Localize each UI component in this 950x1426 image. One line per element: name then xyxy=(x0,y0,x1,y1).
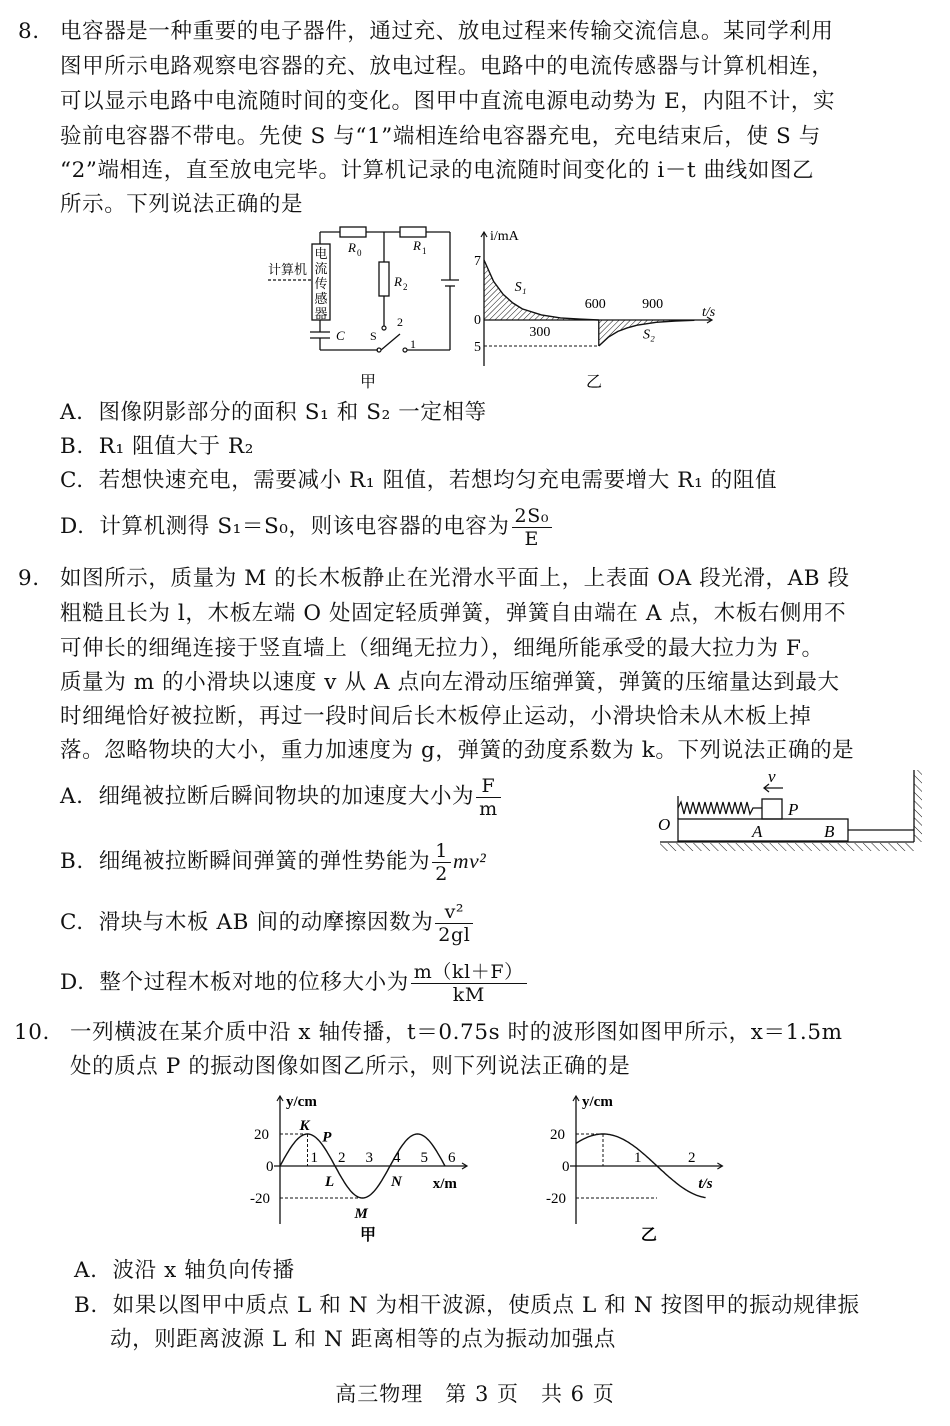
sensor-char: 流 xyxy=(314,261,328,276)
q9-option-b: B. 细绳被拉断瞬间弹簧的弹性势能为 $\frac{1}{2}$ mv² xyxy=(60,839,487,885)
tick-label-y: -20 xyxy=(250,1191,270,1207)
tick-label-y: 7 xyxy=(474,254,481,269)
fraction: $\frac{m(kl+F)}{kM}$ xyxy=(411,961,527,1006)
tick-label-x: 900 xyxy=(642,297,664,312)
annotation-s2: S₂ xyxy=(643,327,655,343)
tick-label-y: -20 xyxy=(546,1191,566,1207)
point-label-n: N xyxy=(391,1174,402,1190)
q8-it-chart xyxy=(468,222,728,392)
q8-number: 8. xyxy=(18,19,40,44)
point-label-p: P xyxy=(322,1129,332,1146)
long-board xyxy=(678,819,848,841)
x-axis-label: x/m xyxy=(432,1176,457,1192)
fraction: $\frac{F}{m}$ xyxy=(476,775,501,820)
q9-stem-line: 落。忽略物块的大小，重力加速度为 g，弹簧的劲度系数为 k。下列说法正确的是 xyxy=(60,738,855,763)
page-footer: 高三物理 第 3 页 共 6 页 xyxy=(335,1382,615,1406)
label-c: C xyxy=(336,328,345,343)
tick-label-x: 0 xyxy=(474,313,481,328)
q9-stem-line: 粗糙且长为 l，木板左端 O 处固定轻质弹簧，弹簧自由端在 A 点，木板右侧用不 xyxy=(60,601,847,626)
tick-label-y: 20 xyxy=(254,1127,269,1143)
q10-number: 10. xyxy=(14,1020,50,1045)
q8-option-b: B. R₁ 阻值大于 R₂ xyxy=(60,434,255,459)
label-r1: R xyxy=(413,238,421,253)
point-label-m: M xyxy=(354,1206,368,1222)
y-axis-label: y/cm xyxy=(286,1094,317,1110)
q9-option-d: D. 整个过程木板对地的位移大小为 $\frac{m(kl+F)}{kM}$ xyxy=(60,958,529,1008)
chart-title: 乙 xyxy=(640,1227,657,1244)
q10-wave-chart xyxy=(248,1086,516,1246)
tick-label-x: 300 xyxy=(529,325,551,340)
q9-stem-line: 质量为 m 的小滑块以速度 v 从 A 点向左滑动压缩弹簧，弹簧的压缩量达到最大 xyxy=(60,670,840,695)
label-p: P xyxy=(788,800,799,819)
q10-stem-line: 处的质点 P 的振动图像如图乙所示，则下列说法正确的是 xyxy=(70,1054,631,1079)
point-label-l: L xyxy=(325,1174,335,1190)
point-label-k: K xyxy=(299,1118,310,1134)
y-axis-label: i/mA xyxy=(490,229,519,244)
tick-label-x: 1 xyxy=(310,1150,318,1166)
annotation-s1: S₁ xyxy=(514,279,527,295)
q9-option-c: C. 滑块与木板 AB 间的动摩擦因数为 $\frac{\text{v²}}{2gl}$ xyxy=(60,898,475,948)
resistor-r1 xyxy=(400,227,426,237)
tick-label-y: 0 xyxy=(562,1159,570,1175)
tick-label-x: 4 xyxy=(393,1150,401,1166)
label-computer: 计算机 xyxy=(268,262,308,277)
caption-jia: 甲 xyxy=(359,374,377,391)
q8-stem-line: 验前电容器不带电。先使 S 与“1”端相连给电容器充电，充电结束后，使 S 与 xyxy=(60,124,821,149)
q10-vibration-chart xyxy=(546,1086,756,1246)
resistor-r2 xyxy=(379,262,389,296)
q10-option-a: A. 波沿 x 轴负向传播 xyxy=(74,1258,295,1283)
tick-label-y: 0 xyxy=(266,1159,274,1175)
q8-stem-line: 电容器是一种重要的电子器件，通过充、放电过程来传输交流信息。某同学利用 xyxy=(60,19,834,44)
fraction: $\frac{\text{v²}}{2gl}$ xyxy=(435,901,473,946)
label-terminal-2: 2 xyxy=(397,315,403,329)
sensor-char: 感 xyxy=(314,291,328,306)
tick-label-x: 6 xyxy=(448,1150,456,1166)
tick-label-x: 600 xyxy=(584,297,606,312)
label-s: S xyxy=(370,329,377,343)
label-o: O xyxy=(658,815,671,834)
label-r0-sub: 0 xyxy=(357,248,362,258)
fraction: $\frac{1}{2}$ xyxy=(432,840,451,885)
q8-stem-line: 可以显示电路中电流随时间的变化。图甲中直流电源电动势为 E，内阻不计，实 xyxy=(60,89,836,114)
sensor-char: 电 xyxy=(314,246,328,261)
q9-board-figure xyxy=(652,768,930,858)
block-p xyxy=(762,799,782,819)
tick-label-x: 1 xyxy=(634,1150,642,1166)
label-b: B xyxy=(824,822,835,841)
x-axis-label: t/s xyxy=(702,305,716,320)
q8-stem-line: “2”端相连，直至放电完毕。计算机记录的电流随时间变化的 i－t 曲线如图乙 xyxy=(60,158,815,183)
tick-label-x: 2 xyxy=(688,1150,696,1166)
q8-stem-line: 图甲所示电路观察电容器的充、放电过程。电路中的电流传感器与计算机相连， xyxy=(60,54,834,79)
q8-option-a: A. 图像阴影部分的面积 S₁ 和 S₂ 一定相等 xyxy=(60,400,487,425)
q10-option-b: B. 如果以图甲中质点 L 和 N 为相干波源，使质点 L 和 N 按图甲的振动规律振 xyxy=(74,1293,860,1318)
sensor-char: 传 xyxy=(314,276,328,291)
switch-s xyxy=(381,334,400,350)
sensor-char: 器 xyxy=(314,306,328,321)
label-r0: R xyxy=(348,240,356,255)
fraction: $\frac{\text{2S₀}}{E}$ xyxy=(512,505,553,550)
tick-label-x: 2 xyxy=(338,1150,346,1166)
label-r1-sub: 1 xyxy=(422,246,427,256)
label-a: A xyxy=(752,822,763,841)
area-s1 xyxy=(484,260,599,320)
tick-label-y: 5 xyxy=(474,340,481,355)
label-terminal-1: 1 xyxy=(410,337,416,351)
label-r2-sub: 2 xyxy=(403,282,408,292)
tick-label-x: 5 xyxy=(420,1150,428,1166)
spring xyxy=(678,802,762,814)
q9-option-a: A. 细绳被拉断后瞬间物块的加速度大小为 $\frac{F}{m}$ xyxy=(60,772,503,822)
q9-stem-line: 时细绳恰好被拉断，再过一段时间后长木板停止运动，小滑块恰未从木板上掉 xyxy=(60,704,812,729)
x-axis-label: t/s xyxy=(698,1176,713,1192)
q8-stem-line: 所示。下列说法正确的是 xyxy=(60,192,304,217)
q9-stem-line: 可伸长的细绳连接于竖直墙上（细绳无拉力），细绳所能承受的最大拉力为 F。 xyxy=(60,636,824,661)
label-v: v xyxy=(768,768,776,786)
y-axis-label: y/cm xyxy=(582,1094,613,1110)
q10-stem-line: 一列横波在某介质中沿 x 轴传播，t＝0.75s 时的波形图如图甲所示，x＝1.5m xyxy=(70,1020,843,1045)
tick-label-x: 3 xyxy=(365,1150,373,1166)
q10-option-b-cont: 动，则距离波源 L 和 N 距离相等的点为振动加强点 xyxy=(110,1327,617,1352)
q9-stem-line: 如图所示，质量为 M 的长木板静止在光滑水平面上，上表面 OA 段光滑，AB 段 xyxy=(60,566,850,591)
chart-title: 乙 xyxy=(585,374,603,391)
q8-option-c: C. 若想快速充电，需要减小 R₁ 阻值，若想均匀充电需要增大 R₁ 的阻值 xyxy=(60,468,778,493)
chart-title: 甲 xyxy=(359,1227,377,1244)
q9-number: 9. xyxy=(18,566,40,591)
resistor-r0 xyxy=(340,227,366,237)
tick-label-y: 20 xyxy=(550,1127,565,1143)
q8-option-d: D. 计算机测得 S₁＝S₀，则该电容器的电容为 $\frac{\text{2S₀}}{E}$ xyxy=(60,502,554,552)
q8-circuit-figure xyxy=(260,222,470,392)
label-r2: R xyxy=(394,274,402,289)
